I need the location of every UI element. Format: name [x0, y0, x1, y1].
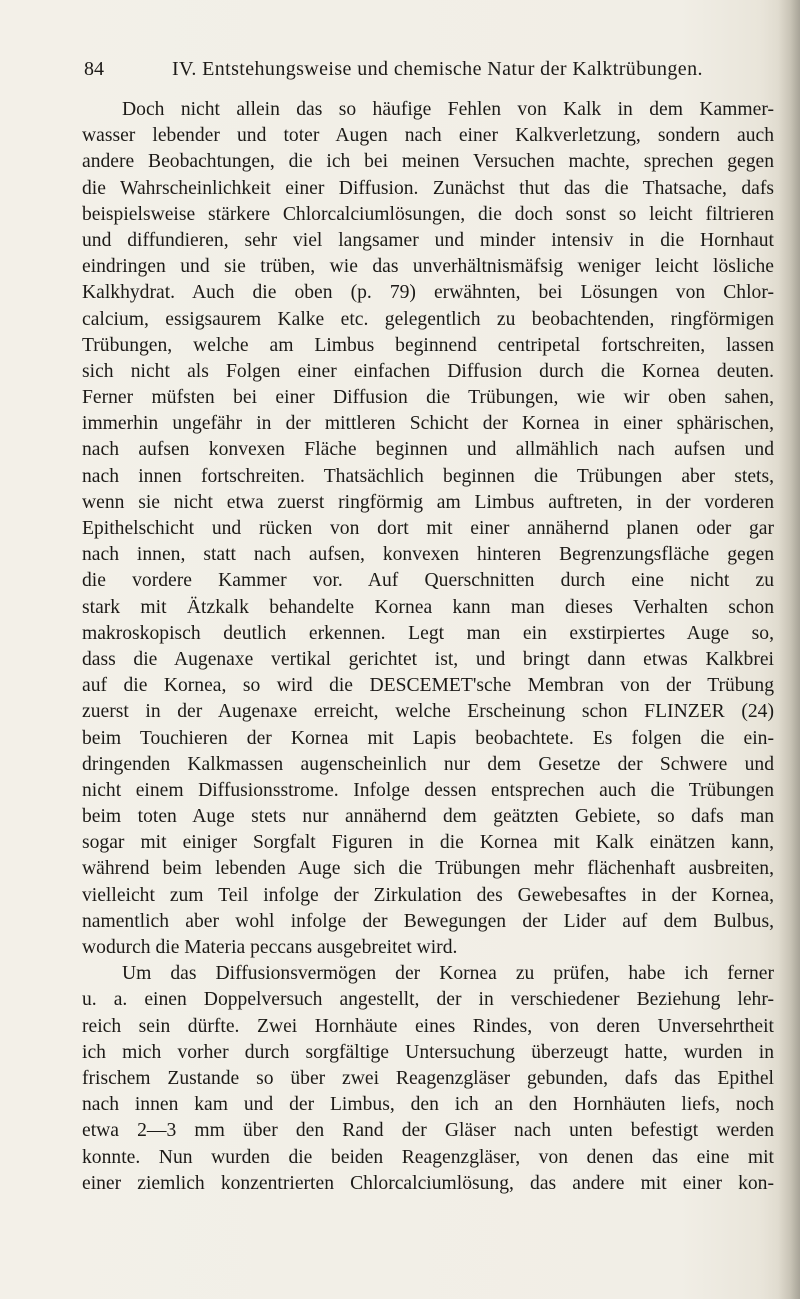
text-line: dringenden Kalkmassen augenscheinlich nur dem Gesetze der Schwere und	[82, 753, 774, 775]
text-line: die vordere Kammer vor. Auf Querschnitten durch eine nicht zu	[82, 570, 774, 592]
running-title: IV. Entstehungsweise und chemische Natur der Kalktrübungen.	[172, 58, 703, 80]
text-line: immerhin ungefähr in der mittleren Schicht der Kornea in einer sphärischen,	[82, 413, 774, 435]
text-line: Epithelschicht und rücken von dort mit einer annähernd planen oder gar	[82, 518, 774, 539]
text-line: etwa 2—3 mm über den Rand der Gläser nach unten befestigt werden	[82, 1120, 774, 1142]
text-line: Ferner müfsten bei einer Diffusion die Trübungen, wie wir oben sahen,	[82, 387, 774, 409]
text-line: Um das Diffusionsvermögen der Kornea zu prüfen, habe ich ferner	[122, 963, 774, 985]
text-line: Doch nicht allein das so häufige Fehlen von Kalk in dem Kammer-	[122, 99, 774, 120]
text-line: makroskopisch deutlich erkennen. Legt man ein exstirpiertes Auge so,	[82, 622, 774, 644]
text-line: nach aufsen konvexen Fläche beginnen und allmählich nach aufsen und	[82, 439, 774, 461]
text-line: Kalkhydrat. Auch die oben (p. 79) erwähnten, bei Lösungen von Chlor-	[82, 282, 774, 304]
text-line: beim toten Auge stets nur annähernd dem geätzten Gebiete, so dafs man	[82, 806, 774, 828]
text-line: ich mich vorher durch sorgfältige Untersuchung überzeugt hatte, wurden in	[82, 1041, 774, 1063]
page-number: 84	[84, 58, 104, 80]
text-line: während beim lebenden Auge sich die Trübungen mehr flächenhaft ausbreiten,	[82, 858, 774, 880]
text-line: Trübungen, welche am Limbus beginnend centripetal fortschreiten, lassen	[82, 334, 774, 356]
paragraph-1	[82, 97, 774, 961]
text-line: vielleicht zum Teil infolge der Zirkulation des Gewebesaftes in der Kornea,	[82, 884, 774, 906]
paragraph-2	[82, 961, 774, 1197]
text-line: konnte. Nun wurden die beiden Reagenzgläser, von denen das eine mit	[82, 1146, 774, 1168]
text-line: auf die Kornea, so wird die DESCEMET'sche Membran von der Trübung	[82, 675, 774, 697]
text-line: zuerst in der Augenaxe erreicht, welche Erscheinung schon FLINZER (24)	[82, 701, 774, 723]
text-line: nach innen fortschreiten. Thatsächlich beginnen die Trübungen aber stets,	[82, 465, 774, 487]
body-text	[82, 97, 774, 1197]
text-line: andere Beobachtungen, die ich bei meinen Versuchen machte, sprechen gegen	[82, 151, 774, 173]
page-header	[62, 58, 777, 86]
text-line: wenn sie nicht etwa zuerst ringförmig am Limbus auftreten, in der vorderen	[82, 491, 774, 513]
text-line: frischem Zustande so über zwei Reagenzgläser gebunden, dafs das Epithel	[82, 1067, 774, 1089]
text-line: einer ziemlich konzentrierten Chlorcalciumlösung, das andere mit einer kon-	[82, 1172, 774, 1194]
text-line: nach innen, statt nach aufsen, konvexen hinteren Begrenzungsfläche gegen	[82, 544, 774, 566]
text-line: sich nicht als Folgen einer einfachen Diffusion durch die Kornea deuten.	[82, 360, 774, 382]
text-line: beim Touchieren der Kornea mit Lapis beobachtete. Es folgen die ein-	[82, 727, 774, 749]
text-line: und diffundieren, sehr viel langsamer und minder intensiv in die Hornhaut	[82, 229, 774, 251]
text-line: dass die Augenaxe vertikal gerichtet ist, und bringt dann etwas Kalkbrei	[82, 648, 774, 670]
page-edge-shadow	[778, 0, 800, 1299]
text-line: stark mit Ätzkalk behandelte Kornea kann man dieses Verhalten schon	[82, 596, 774, 618]
text-line: nicht einem Diffusionsstrome. Infolge dessen entsprechen auch die Trübungen	[82, 779, 774, 801]
text-line: calcium, essigsaurem Kalke etc. gelegentlich zu beobachtenden, ringförmigen	[82, 308, 774, 330]
text-line: u. a. einen Doppelversuch angestellt, der in verschiedener Beziehung lehr-	[82, 989, 774, 1011]
text-line: die Wahrscheinlichkeit einer Diffusion. Zunächst thut das die Thatsache, dafs	[82, 177, 774, 199]
text-line: reich sein dürfte. Zwei Hornhäute eines Rindes, von deren Unversehrtheit	[82, 1015, 774, 1037]
text-line: beispielsweise stärkere Chlorcalciumlösungen, die doch sonst so leicht filtrieren	[82, 203, 774, 225]
text-line: nach innen kam und der Limbus, den ich an den Hornhäuten liefs, noch	[82, 1094, 774, 1116]
text-line: sogar mit einiger Sorgfalt Figuren in die Kornea mit Kalk einätzen kann,	[82, 832, 774, 854]
text-line: namentlich aber wohl infolge der Bewegungen der Lider auf dem Bulbus,	[82, 910, 774, 932]
text-line: wasser lebender und toter Augen nach einer Kalkverletzung, sondern auch	[82, 125, 774, 147]
text-line: eindringen und sie trüben, wie das unverhältnismäfsig weniger leicht lösliche	[82, 256, 774, 278]
text-line: wodurch die Materia peccans ausgebreitet wird.	[82, 937, 458, 958]
